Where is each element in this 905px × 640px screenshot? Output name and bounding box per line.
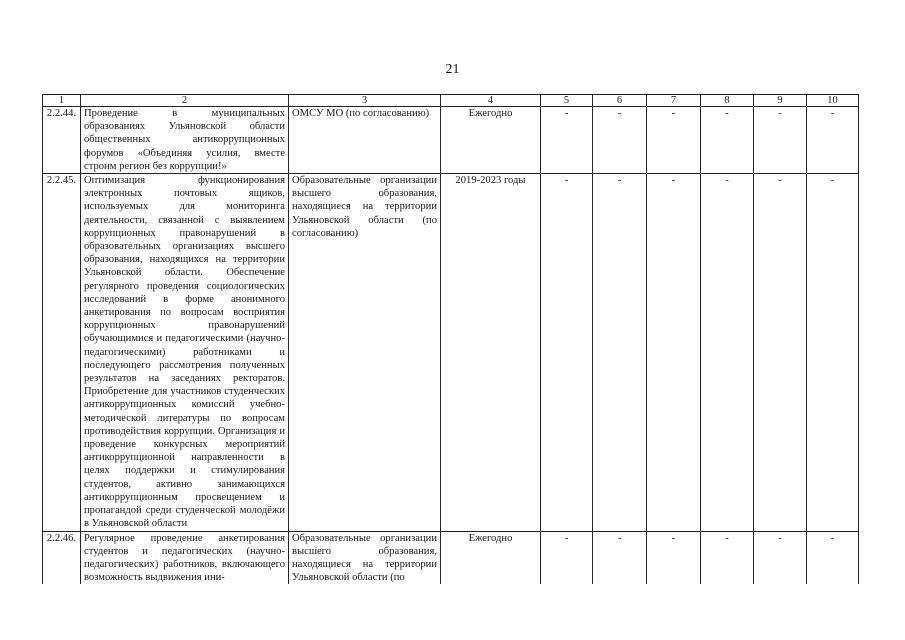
item-period: 2019-2023 годы [441, 174, 541, 531]
header-cell: 8 [701, 95, 754, 107]
value-cell: - [754, 107, 807, 174]
value-cell: - [647, 531, 701, 584]
table-row [43, 107, 859, 174]
value-cell: - [807, 107, 859, 174]
item-executor: Образовательные организации высшего образования, находящиеся на территории Ульяновской области (по согласованию) [289, 174, 441, 531]
header-row [43, 95, 859, 107]
value-cell: - [541, 174, 593, 531]
value-cell: - [807, 174, 859, 531]
value-cell: - [647, 174, 701, 531]
value-cell: - [701, 531, 754, 584]
header-cell: 10 [807, 95, 859, 107]
item-period: Ежегодно [441, 107, 541, 174]
item-number: 2.2.45. [43, 174, 81, 531]
header-cell: 9 [754, 95, 807, 107]
value-cell: - [647, 107, 701, 174]
item-description: Регулярное проведение анкетирования студентов и педагогических (научно-педагогических) работников, включающего возможность выдвижения ини- [81, 531, 289, 584]
value-cell: - [701, 107, 754, 174]
header-cell: 4 [441, 95, 541, 107]
item-description: Проведение в муниципальных образованиях Ульяновской области общественных антикоррупционных форумов «Объединяя усилия, вместе строим регион без коррупции!» [81, 107, 289, 174]
value-cell: - [593, 531, 647, 584]
item-number: 2.2.44. [43, 107, 81, 174]
value-cell: - [701, 174, 754, 531]
page-number: 21 [445, 62, 460, 77]
item-description: Оптимизация функционирования электронных почтовых ящиков, используемых для мониторинга деятельности, связанной с выявлением коррупционных правонарушений в образовательных организациях высшего образования, находящихся на территории Ульяновской области. Обеспечение регулярного проведения социологических исследований в форме анонимного анкетирования по вопросам восприятия коррупционных правонарушений обучающимися и педагогическими (научно-педагогическими) работниками и последующего рассмотрения полученных результатов на заседаниях ректоратов. Приобретение для участников студенческих антикоррупционных комиссий учебно-методической литературы по вопросам противодействия коррупции. Организация и проведение конкурсных мероприятий антикоррупционной направленности в целях поддержки и стимулирования студентов, активно занимающихся антикоррупционным просвещением и пропагандой среди студенческой молодёжи в Ульяновской области [81, 174, 289, 531]
table-row [43, 174, 859, 531]
item-executor: ОМСУ МО (по согласованию) [289, 107, 441, 174]
table-row [43, 531, 859, 584]
value-cell: - [541, 107, 593, 174]
value-cell: - [541, 531, 593, 584]
item-number: 2.2.46. [43, 531, 81, 584]
header-cell: 6 [593, 95, 647, 107]
value-cell: - [754, 531, 807, 584]
value-cell: - [807, 531, 859, 584]
header-cell: 5 [541, 95, 593, 107]
header-cell: 2 [81, 95, 289, 107]
value-cell: - [754, 174, 807, 531]
value-cell: - [593, 107, 647, 174]
measures-table [42, 94, 859, 584]
item-period: Ежегодно [441, 531, 541, 584]
header-cell: 7 [647, 95, 701, 107]
header-cell: 3 [289, 95, 441, 107]
value-cell: - [593, 174, 647, 531]
header-cell: 1 [43, 95, 81, 107]
item-executor: Образовательные организации высшего образования, находящиеся на территории Ульяновской области (по [289, 531, 441, 584]
